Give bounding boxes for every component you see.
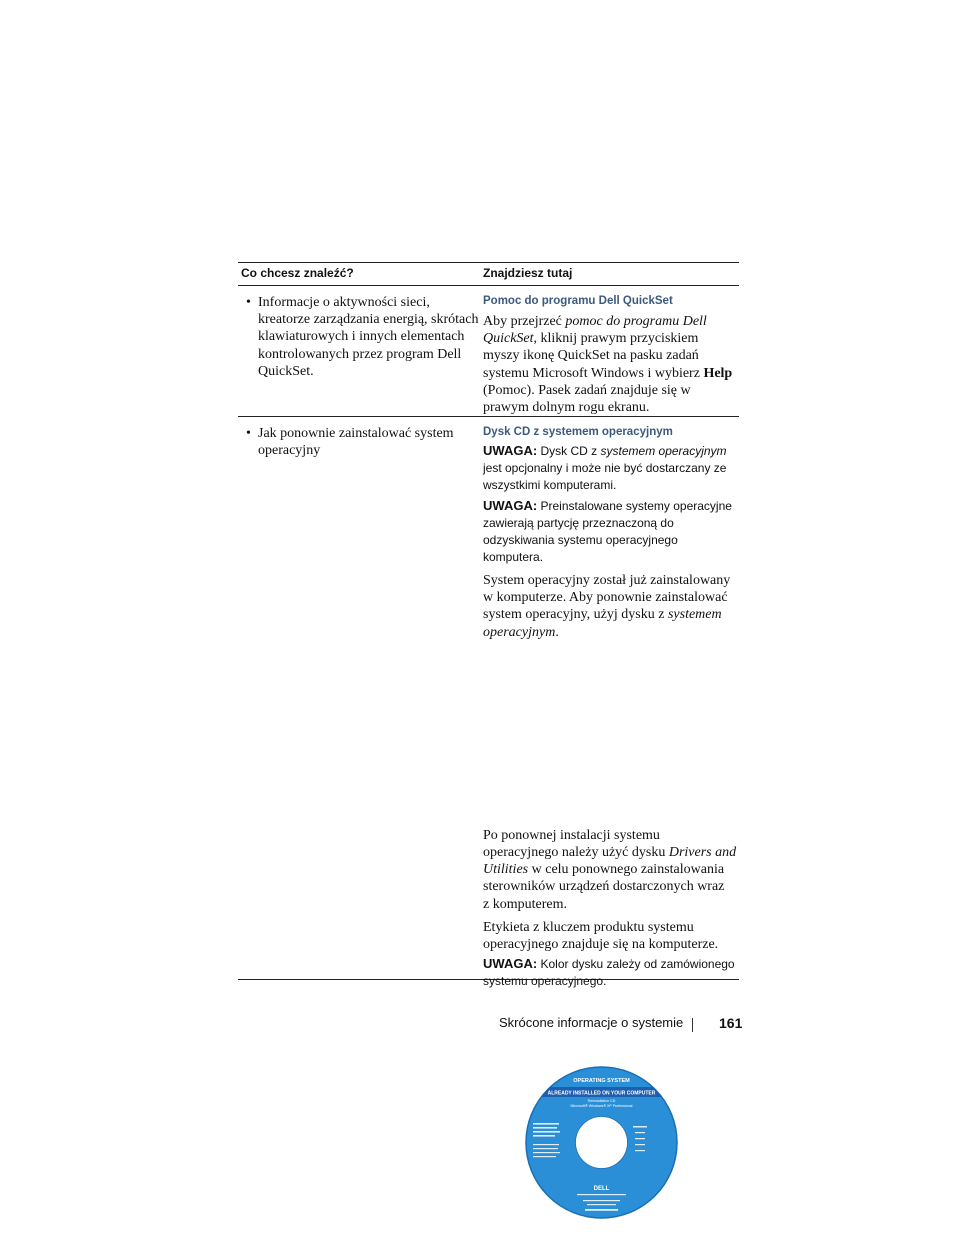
paragraph: Etykieta z kluczem produktu systemu operacyjnego znajduje się na komputerze. <box>483 919 719 953</box>
row-source <box>483 426 737 990</box>
row-source <box>483 295 737 416</box>
header-col-what: Co chcesz znaleźć? <box>241 266 354 280</box>
disc-hub <box>576 1117 628 1169</box>
bullet: • <box>246 426 251 441</box>
bullet: • <box>246 295 251 310</box>
note: UWAGA: Kolor dysku zależy od zamówionego systemu operacyjnego. <box>483 956 735 989</box>
disc-brand-logo: DELL <box>593 1186 610 1192</box>
disc-top-title: OPERATING SYSTEM <box>573 1078 630 1084</box>
os-cd-illustration <box>525 1066 678 1219</box>
note: UWAGA: Preinstalowane systemy operacyjne zawierają partycję przeznaczoną do odzyskiwania systemu operacyjnego komputera. <box>483 498 732 564</box>
table-header <box>238 262 739 286</box>
disc-cd-name: Reinstallation CD <box>587 1099 616 1103</box>
table-row <box>238 286 739 417</box>
footer-title: Skrócone informacje o systemie <box>499 1015 684 1030</box>
row-topic: Informacje o aktywności sieci, kreatorze zarządzania energią, skrótach klawiaturowych i innych elementach kontrolowanych przez program Dell QuickSet. <box>258 295 479 379</box>
row-topic: Jak ponownie zainstalować system operacyjny <box>258 426 454 459</box>
paragraph: System operacyjny został już zainstalowany w komputerze. Aby ponownie zainstalować system operacyjny, użyj dysku z systemem operacyjnym. <box>483 573 731 640</box>
note: UWAGA: Dysk CD z systemem operacyjnym jest opcjonalny i może nie być dostarczany ze wszystkimi komputerami. <box>483 443 727 492</box>
disc-spacer <box>483 641 737 827</box>
section-title: Pomoc do programu Dell QuickSet <box>483 295 673 307</box>
footer-separator <box>692 1018 693 1032</box>
page-number: 161 <box>719 1015 743 1031</box>
header-col-where: Znajdziesz tutaj <box>483 266 573 280</box>
section-title: Dysk CD z systemem operacyjnym <box>483 426 673 438</box>
disc-product: Microsoft® Windows® XP Professional <box>570 1104 633 1108</box>
paragraph: Po ponownej instalacji systemu operacyjnego należy użyć dysku Drivers and Utilities w celu ponownego zainstalowania sterowników urządzeń dostarczonych wraz z komputerem. <box>483 827 737 912</box>
paragraph: Aby przejrzeć pomoc do programu Dell QuickSet, kliknij prawym przyciskiem myszy ikonę QuickSet na pasku zadań systemu Microsoft Windows i wybierz Help (Pomoc). Pasek zadań znajduje się w prawym dolnym rogu ekranu. <box>483 314 733 416</box>
disc-banner-text: ALREADY INSTALLED ON YOUR COMPUTER <box>547 1090 656 1097</box>
